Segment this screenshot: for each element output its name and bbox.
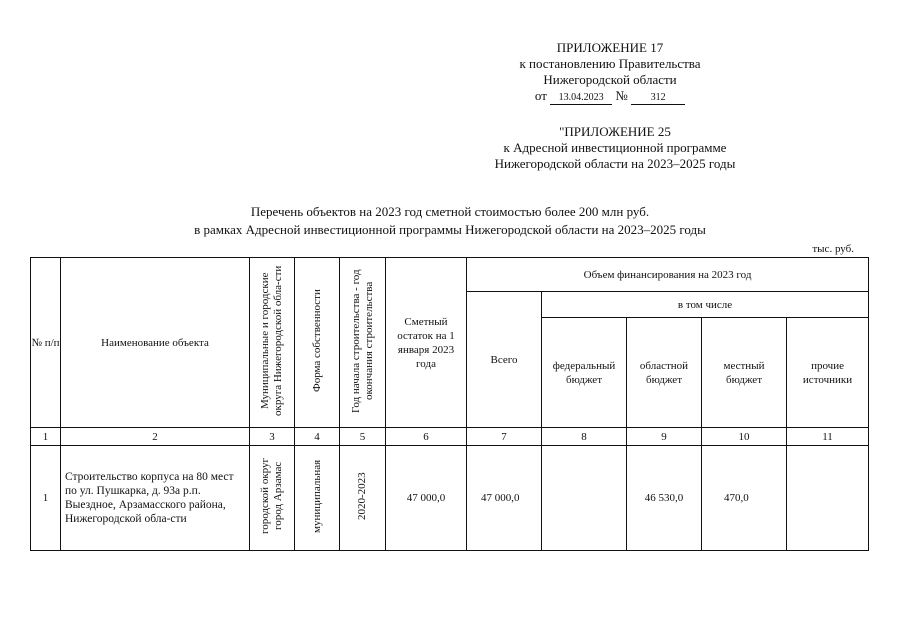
table-row bbox=[31, 446, 869, 551]
header-name: Наименование объекта bbox=[61, 258, 250, 428]
row-object-name: Строительство корпуса на 80 мест по ул. Пушкарка, д. 93а р.п. Выездное, Арзамасского района, Нижегородской обла-сти bbox=[61, 446, 250, 551]
appendix-17-line3: Нижегородской области bbox=[543, 72, 677, 87]
row-local: 470,0 bbox=[702, 446, 787, 551]
resolution-number: 312 bbox=[631, 92, 685, 105]
row-years-text: 2020-2023 bbox=[356, 472, 368, 520]
header-total: Всего bbox=[467, 292, 542, 428]
document-title bbox=[100, 203, 800, 239]
appendix-17-line2: к постановлению Правительства bbox=[519, 56, 701, 71]
row-other bbox=[787, 446, 869, 551]
appendix-25-line3: Нижегородской области на 2023–2025 годы bbox=[494, 156, 736, 171]
row-municipality bbox=[250, 446, 295, 551]
header-funding: Объем финансирования на 2023 год bbox=[467, 258, 869, 292]
appendix-25-line2: к Адресной инвестиционной программе bbox=[503, 140, 727, 155]
column-number: 6 bbox=[386, 428, 467, 446]
row-balance: 47 000,0 bbox=[386, 446, 467, 551]
column-number: 2 bbox=[61, 428, 250, 446]
header-years-text: Год начала строительства - год окончания строительства bbox=[349, 268, 375, 413]
appendix-25-header bbox=[440, 124, 790, 172]
appendix-17-title: ПРИЛОЖЕНИЕ 17 bbox=[556, 40, 664, 55]
header-balance: Сметный остаток на 1 января 2023 года bbox=[386, 258, 467, 428]
column-number: 8 bbox=[542, 428, 627, 446]
row-regional: 46 530,0 bbox=[627, 446, 702, 551]
row-ownership bbox=[295, 446, 340, 551]
column-numbers-row bbox=[31, 428, 869, 446]
column-number: 5 bbox=[340, 428, 386, 446]
number-prefix: № bbox=[615, 88, 628, 103]
appendix-17-date-line bbox=[470, 88, 750, 105]
column-number: 7 bbox=[467, 428, 542, 446]
header-ownership-text: Форма собственности bbox=[310, 289, 323, 392]
column-number: 3 bbox=[250, 428, 295, 446]
row-ownership-text: муниципальная bbox=[310, 459, 323, 533]
header-municipality bbox=[250, 258, 295, 428]
column-number: 10 bbox=[702, 428, 787, 446]
units-label: тыс. руб. bbox=[812, 243, 854, 255]
objects-table bbox=[30, 257, 869, 551]
document-title-line1: Перечень объектов на 2023 год сметной стоимостью более 200 млн руб. bbox=[250, 204, 650, 219]
date-prefix: от bbox=[534, 88, 547, 103]
row-num: 1 bbox=[31, 446, 61, 551]
document-title-line2: в рамках Адресной инвестиционной программы Нижегородской области на 2023–2025 годы bbox=[194, 222, 706, 237]
row-years bbox=[340, 446, 386, 551]
row-federal bbox=[542, 446, 627, 551]
header-federal: федеральный бюджет bbox=[542, 318, 627, 428]
header-ownership bbox=[295, 258, 340, 428]
header-including: в том числе bbox=[542, 292, 869, 318]
column-number: 9 bbox=[627, 428, 702, 446]
header-other: прочие источники bbox=[787, 318, 869, 428]
row-municipality-text: городской округ город Арзамас bbox=[259, 457, 284, 535]
header-years bbox=[340, 258, 386, 428]
header-local: местный бюджет bbox=[702, 318, 787, 428]
appendix-17-header bbox=[470, 40, 750, 105]
header-row-1 bbox=[31, 258, 869, 292]
resolution-date: 13.04.2023 bbox=[550, 92, 612, 105]
header-municipality-text: Муниципальные и городские округа Нижегородской обла-сти bbox=[259, 265, 284, 416]
header-regional: областной бюджет bbox=[627, 318, 702, 428]
appendix-25-title: "ПРИЛОЖЕНИЕ 25 bbox=[559, 124, 671, 139]
column-number: 11 bbox=[787, 428, 869, 446]
column-number: 4 bbox=[295, 428, 340, 446]
column-number: 1 bbox=[31, 428, 61, 446]
header-num: № п/п bbox=[31, 258, 61, 428]
row-total: 47 000,0 bbox=[467, 446, 542, 551]
